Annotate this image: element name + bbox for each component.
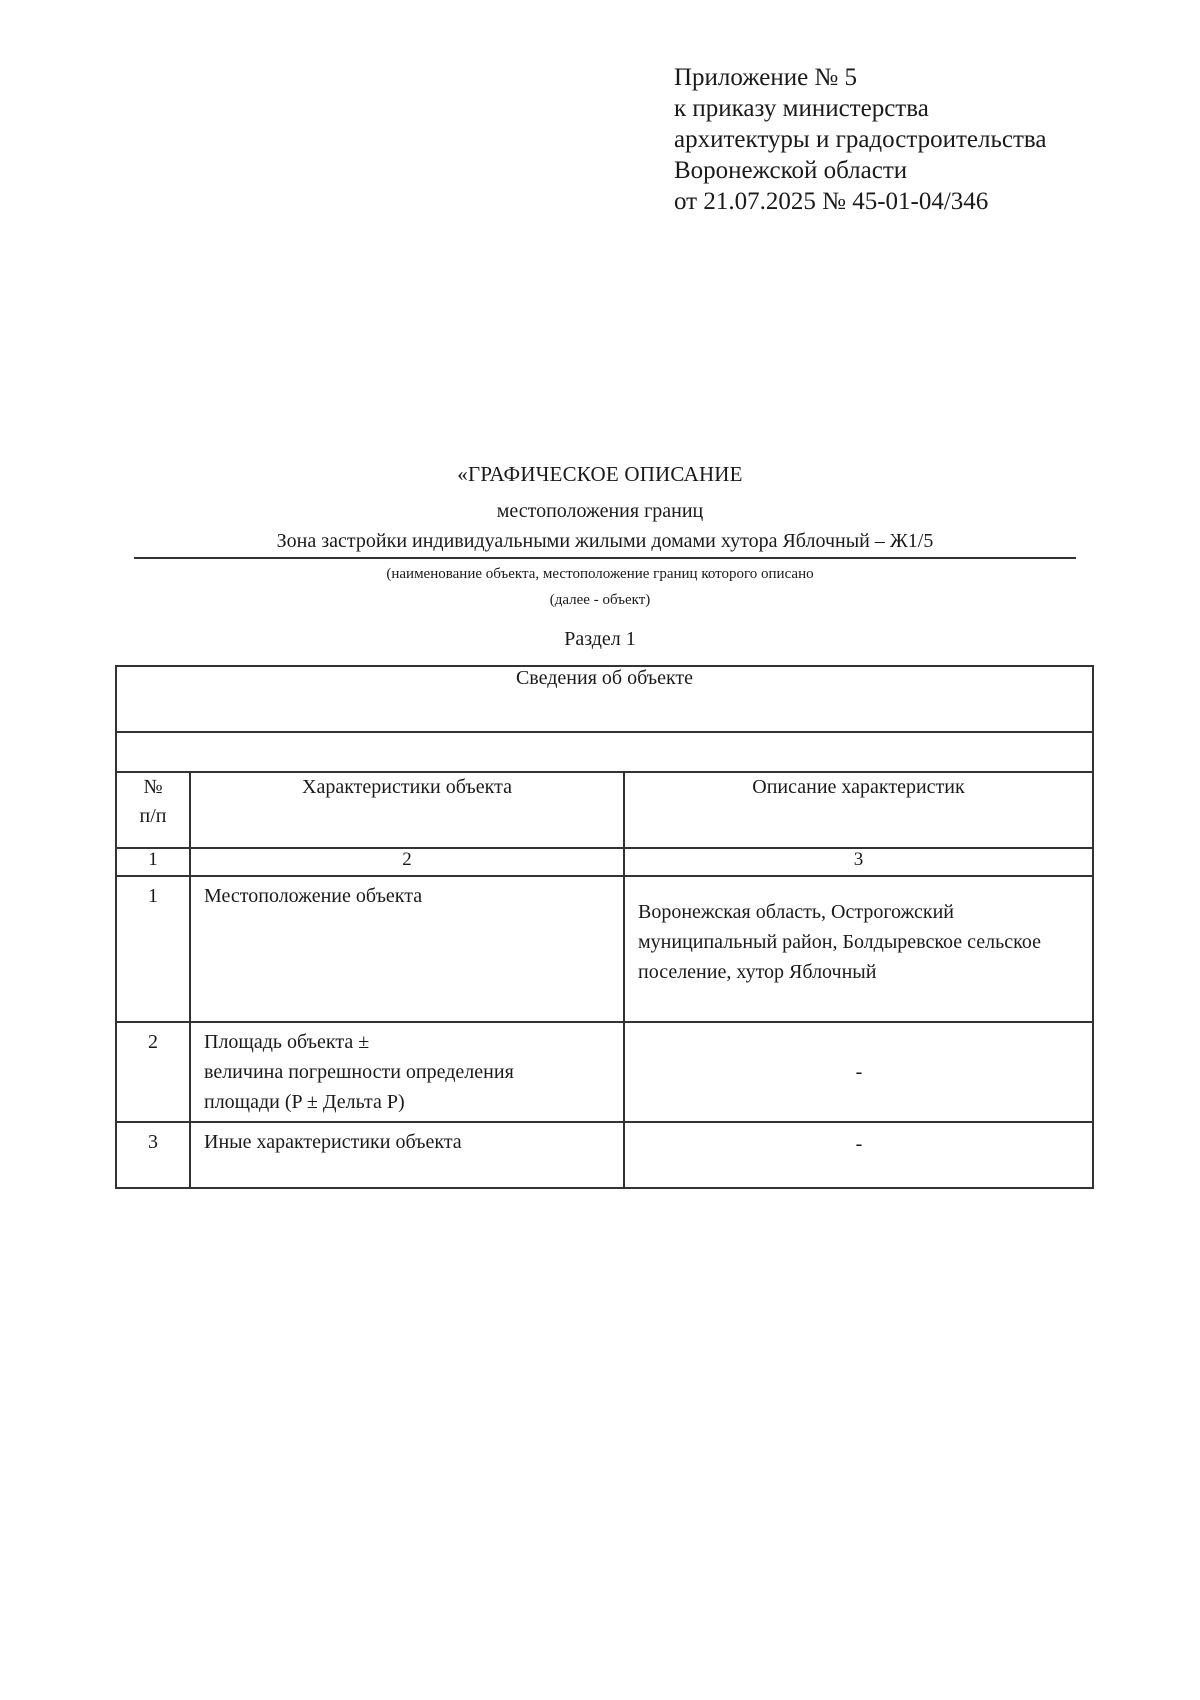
column-number: 1 <box>116 848 190 876</box>
column-number: 2 <box>190 848 624 876</box>
row-number: 3 <box>116 1122 190 1188</box>
section-title: Раздел 1 <box>564 628 636 650</box>
row-description: Воронежская область, Острогожский муниципальный район, Болдыревское сельское поселение, хутор Яблочный <box>624 876 1093 1022</box>
table-caption-row <box>116 666 1093 732</box>
row-characteristic-line: площади (P ± Дельта P) <box>204 1091 405 1113</box>
object-name-hint: (наименование объекта, местоположение границ которого описано <box>386 566 814 582</box>
object-name: Зона застройки индивидуальными жилыми домами хутора Яблочный – Ж1/5 <box>134 530 1076 559</box>
row-number: 1 <box>116 876 190 1022</box>
row-characteristic <box>190 1022 624 1122</box>
appendix-line: Приложение № 5 <box>674 64 858 91</box>
row-characteristic-line: величина погрешности определения <box>204 1061 514 1083</box>
object-info-table <box>115 665 1094 1189</box>
row-description: - <box>624 1122 1093 1188</box>
table-header-row <box>116 772 1093 848</box>
row-characteristic: Местоположение объекта <box>190 876 624 1022</box>
table-row <box>116 1122 1093 1188</box>
row-characteristic: Иные характеристики объекта <box>190 1122 624 1188</box>
table-row <box>116 876 1093 1022</box>
appendix-block <box>674 62 1046 217</box>
column-number: 3 <box>624 848 1093 876</box>
table-blank-cell <box>116 732 1093 772</box>
header-description: Описание характеристик <box>624 772 1093 848</box>
header-num-line: п/п <box>139 805 167 827</box>
header-characteristics: Характеристики объекта <box>190 772 624 848</box>
row-description: - <box>624 1022 1093 1122</box>
table-caption: Сведения об объекте <box>116 666 1093 732</box>
appendix-line: к приказу министерства <box>674 95 929 122</box>
header-num-line: № <box>143 776 163 798</box>
document-title: «ГРАФИЧЕСКОЕ ОПИСАНИЕ <box>457 462 743 486</box>
row-number: 2 <box>116 1022 190 1122</box>
header-num <box>116 772 190 848</box>
appendix-line: от 21.07.2025 № 45-01-04/346 <box>674 188 989 215</box>
appendix-line: Воронежской области <box>674 157 908 184</box>
row-characteristic-line: Площадь объекта ± <box>204 1031 370 1053</box>
appendix-line: архитектуры и градостроительства <box>674 126 1047 153</box>
object-name-hint: (далее - объект) <box>549 592 651 608</box>
table-row <box>116 1022 1093 1122</box>
column-number-row <box>116 848 1093 876</box>
document-subtitle: местоположения границ <box>496 500 704 522</box>
table-blank-row <box>116 732 1093 772</box>
